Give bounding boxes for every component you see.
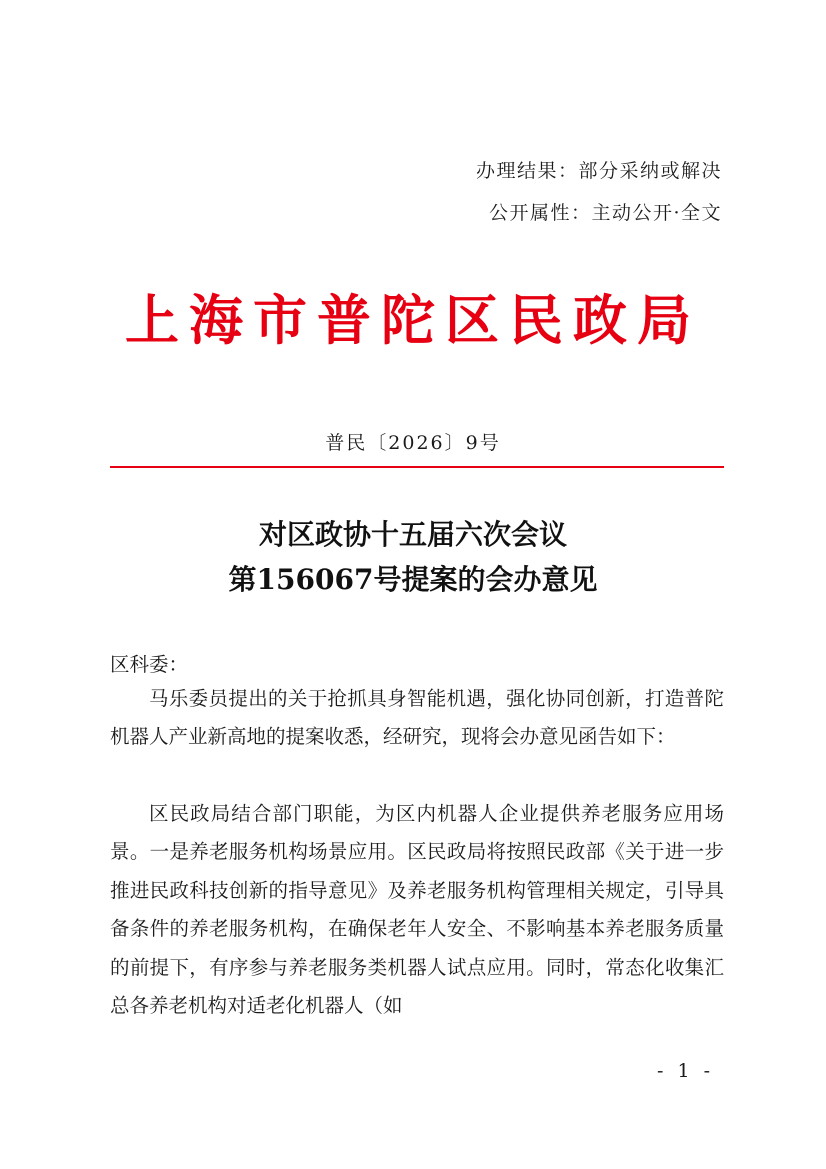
disclosure-attribute: 公开属性：主动公开·全文 (488, 202, 722, 224)
red-divider (110, 466, 724, 468)
page-number: - 1 - (656, 1060, 714, 1082)
body-paragraph-1: 马乐委员提出的关于抢抓具身智能机遇，强化协同创新，打造普陀机器人产业新高地的提案收悉，经研究，现将会办意见函告如下： (110, 687, 724, 749)
document-title-line-1: 对区政协十五届六次会议 (258, 518, 567, 551)
body-paragraph-2: 区民政局结合部门职能，为区内机器人企业提供养老服务应用场景。一是养老服务机构场景应用。区民政局将按照民政部《关于进一步推进民政科技创新的指导意见》及养老服务机构管理相关规定，引导具备条件的养老服务机构，在确保老年人安全、不影响基本养老服务质量的前提下，有序参与养老服务类机器人试点应用。同时，常态化收集汇总各养老机构对适老化机器人（如 (110, 802, 724, 1018)
handling-result: 办理结果：部分采纳或解决 (475, 160, 722, 182)
organization-header: 上海市普陀区民政局 (125, 288, 701, 352)
document-number: 普民〔2026〕9号 (325, 432, 501, 454)
salutation: 区科委： (110, 653, 189, 676)
document-title-line-2: 第156067号提案的会办意见 (228, 563, 598, 596)
